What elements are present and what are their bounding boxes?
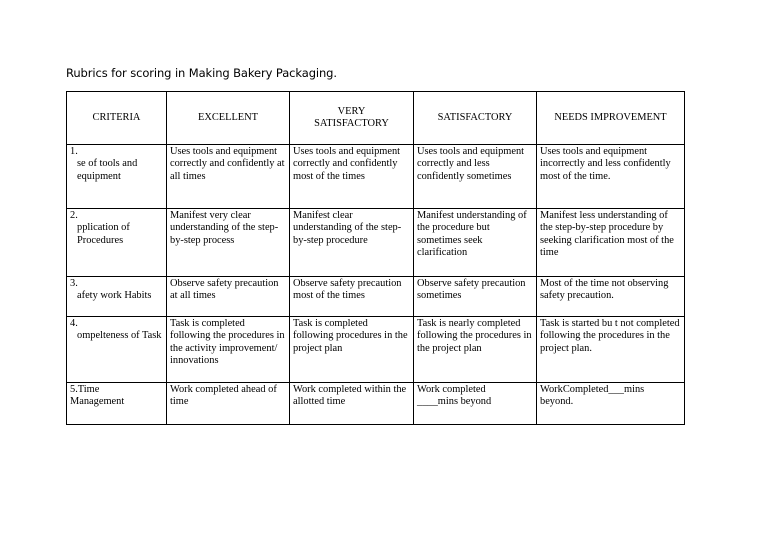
rubric-cell: Most of the time not observing safety precaution.: [537, 277, 685, 317]
criteria-number: 4.: [70, 318, 78, 329]
document-title: Rubrics for scoring in Making Bakery Packaging.: [66, 66, 337, 80]
rubric-cell: Task is completed following the procedures in the activity improvement/ innovations: [167, 317, 290, 383]
rubric-cell: Manifest understanding of the procedure but sometimes seek clarification: [414, 209, 537, 277]
rubric-cell: Task is completed following procedures in the project plan: [290, 317, 414, 383]
table-row: [67, 277, 685, 317]
rubric-cell: Task is nearly completed following the procedures in the project plan: [414, 317, 537, 383]
criteria-cell: [67, 209, 167, 277]
rubric-table: [66, 91, 685, 425]
rubric-cell: [537, 383, 685, 425]
rubric-cell: Work completed ahead of time: [167, 383, 290, 425]
criteria-cell: [67, 383, 167, 425]
criteria-name: se of tools and equipment: [77, 158, 138, 182]
criteria-name: ompelteness of Task: [77, 330, 162, 342]
rubric-cell: Observe safety precaution sometimes: [414, 277, 537, 317]
rubric-cell: Manifest less understanding of the step-by-step procedure by seeking clarification most of the time: [537, 209, 685, 277]
rubric-cell: Manifest clear understanding of the step-by-step procedure: [290, 209, 414, 277]
criteria-number: 2.: [70, 210, 78, 221]
rubric-cell-text: WorkCompleted___mins beyond.: [540, 384, 645, 408]
table-row: [67, 317, 685, 383]
header-needs-improvement: NEEDS IMPROVEMENT: [537, 92, 685, 145]
criteria-number: 1.: [70, 146, 78, 157]
table-row: [67, 209, 685, 277]
rubric-cell: Uses tools and equipment correctly and confidently at all times: [167, 145, 290, 209]
table-row: [67, 383, 685, 425]
criteria-cell: [67, 277, 167, 317]
rubric-cell: Uses tools and equipment correctly and less confidently sometimes: [414, 145, 537, 209]
header-criteria: CRITERIA: [67, 92, 167, 145]
criteria-cell: [67, 317, 167, 383]
header-satisfactory: SATISFACTORY: [414, 92, 537, 145]
table-row: [67, 145, 685, 209]
rubric-cell: Observe safety precaution at all times: [167, 277, 290, 317]
rubric-cell-text: Work completed ____mins beyond: [417, 384, 492, 408]
header-excellent: EXCELLENT: [167, 92, 290, 145]
rubric-cell: Work completed within the allotted time: [290, 383, 414, 425]
rubric-cell: [414, 383, 537, 425]
rubric-cell: Manifest very clear understanding of the step-by-step process: [167, 209, 290, 277]
header-very-satisfactory: [290, 92, 414, 145]
criteria-number: 3.: [70, 278, 78, 289]
rubric-cell: Task is started bu t not completed following the procedures in the project plan.: [537, 317, 685, 383]
criteria-name: pplication of Procedures: [77, 222, 130, 246]
criteria-name: 5.Time Management: [70, 384, 125, 408]
rubric-cell: Observe safety precaution most of the times: [290, 277, 414, 317]
header-row: [67, 92, 685, 145]
criteria-name: afety work Habits: [77, 290, 152, 302]
rubric-cell: Uses tools and equipment correctly and confidently most of the times: [290, 145, 414, 209]
criteria-cell: [67, 145, 167, 209]
rubric-cell: Uses tools and equipment incorrectly and less confidently most of the time.: [537, 145, 685, 209]
header-very-satisfactory-label: VERY SATISFACTORY: [314, 105, 389, 129]
